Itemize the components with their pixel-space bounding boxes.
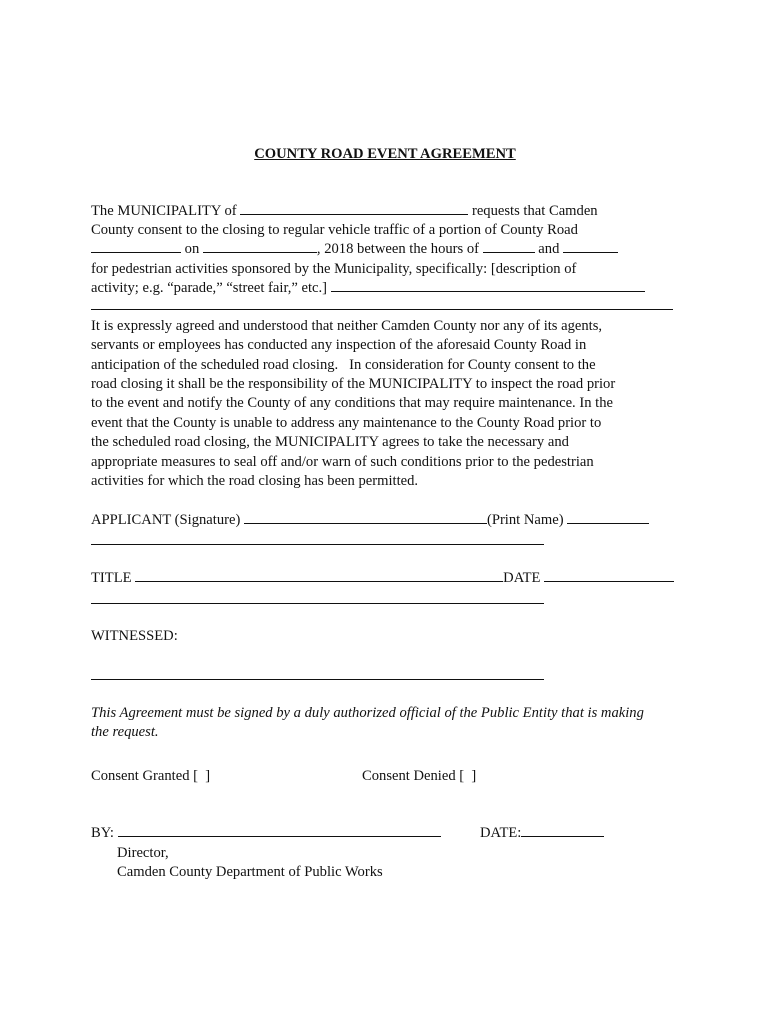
title-line-2[interactable]	[91, 603, 544, 604]
agreement-line-8: appropriate measures to seal off and/or warn of such conditions prior to the pedestrian	[91, 454, 594, 470]
department-name: Camden County Department of Public Works	[117, 864, 383, 880]
date2-row	[480, 824, 604, 842]
print-name-label: (Print Name)	[486, 512, 568, 528]
agreement-line-7: the scheduled road closing, the MUNICIPALITY agrees to take the necessary and	[91, 434, 569, 450]
by-label: BY:	[91, 825, 118, 841]
by-row	[91, 824, 441, 842]
date2-blank[interactable]	[521, 824, 604, 837]
print-name-line-2[interactable]	[91, 544, 544, 545]
witness-signature-line[interactable]	[91, 679, 544, 680]
request-text-1b: requests that Camden	[468, 203, 598, 219]
consent-denied-checkbox[interactable]: Consent Denied [ ]	[362, 768, 477, 784]
request-text-3a: on	[181, 241, 203, 257]
request-text-1a: The MUNICIPALITY of	[91, 203, 241, 219]
request-line-4: for pedestrian activities sponsored by the Municipality, specifically: [description of	[91, 261, 577, 277]
agreement-line-3: anticipation of the scheduled road closing. In consideration for County consent to the	[91, 357, 596, 373]
municipality-name-blank[interactable]	[240, 202, 468, 215]
print-name-blank[interactable]	[567, 511, 649, 524]
request-line-5	[91, 279, 645, 297]
agreement-line-1: It is expressly agreed and understood that neither Camden County nor any of its agents,	[91, 318, 603, 334]
applicant-label: APPLICANT (Signature)	[91, 512, 244, 528]
event-date-blank[interactable]	[203, 240, 317, 253]
end-hour-blank[interactable]	[563, 240, 618, 253]
agreement-line-5: to the event and notify the County of any conditions that may require maintenance. In the	[91, 395, 613, 411]
agreement-line-9: activities for which the road closing has been permitted.	[91, 473, 419, 489]
signature-notice-line-1: This Agreement must be signed by a duly authorized official of the Public Entity that is making	[91, 705, 644, 721]
request-line-3	[91, 240, 618, 258]
date2-label: DATE:	[480, 825, 522, 841]
agreement-line-6: event that the County is unable to address any maintenance to the County Road prior to	[91, 415, 602, 431]
county-road-blank[interactable]	[91, 240, 181, 253]
agreement-line-2: servants or employees has conducted any inspection of the aforesaid County Road in	[91, 337, 587, 353]
title-blank[interactable]	[135, 569, 503, 582]
by-signature-blank[interactable]	[118, 824, 441, 837]
request-line-1	[91, 202, 598, 220]
title-row	[91, 569, 674, 587]
request-text-3b: , 2018 between the hours of	[316, 241, 483, 257]
request-text-5a: activity; e.g. “parade,” “street fair,” etc.]	[91, 280, 331, 296]
document-title: COUNTY ROAD EVENT AGREEMENT	[254, 146, 516, 162]
activity-description-blank[interactable]	[331, 279, 645, 292]
agreement-line-4: road closing it shall be the responsibility of the MUNICIPALITY to inspect the road prior	[91, 376, 616, 392]
request-line-2: County consent to the closing to regular vehicle traffic of a portion of County Road	[91, 222, 578, 238]
title-label: TITLE	[91, 570, 136, 586]
director-title: Director,	[117, 845, 169, 861]
request-text-3c: and	[534, 241, 564, 257]
witnessed-label: WITNESSED:	[91, 628, 178, 644]
activity-description-line-2[interactable]	[91, 309, 673, 310]
applicant-signature-blank[interactable]	[244, 511, 487, 524]
date-label: DATE	[503, 570, 545, 586]
start-hour-blank[interactable]	[483, 240, 535, 253]
signature-notice-line-2: the request.	[91, 724, 159, 740]
date-blank[interactable]	[544, 569, 674, 582]
consent-granted-checkbox[interactable]: Consent Granted [ ]	[91, 768, 211, 784]
applicant-row	[91, 511, 649, 529]
